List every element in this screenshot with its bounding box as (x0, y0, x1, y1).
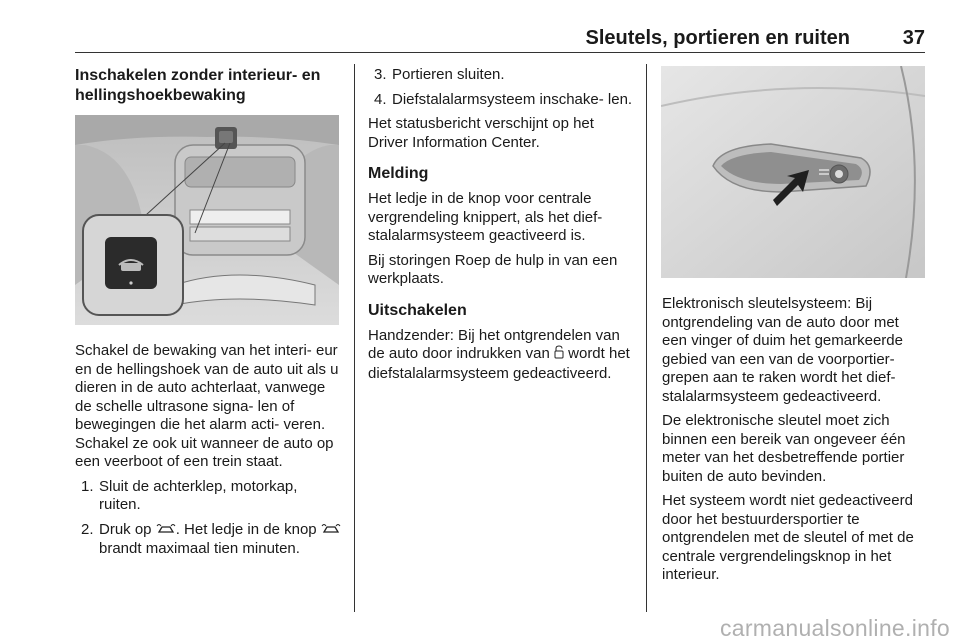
watermark: carmanualsonline.info (719, 615, 950, 641)
list-number: 2. (81, 520, 94, 538)
list-text: Diefstalalarmsysteem inschake- len. (392, 90, 633, 108)
page-header (75, 27, 925, 51)
figure-overhead-console (75, 115, 339, 325)
column-1 (75, 66, 343, 106)
paragraph-elektronisch-3: Het systeem wordt niet gedeactiveerd door het bestuurdersportier te ontgrendelen met de sleutel of met de centrale vergrendelingsknop in het interieur. (662, 492, 914, 583)
list-item (75, 478, 343, 515)
list-number: 4. (374, 90, 387, 108)
paragraph-bewaking: Schakel de bewaking van het interi- eur en de hellingshoek van de auto uit als u dieren in de auto achterlaat, vanwege de schelle ultrasone signa- len of bewegingen die het alarm acti- veren. Schakel ze ook uit wanneer de auto op een veerboot of een trein staat. (75, 342, 339, 470)
header-title: Sleutels, portieren en ruiten (585, 27, 850, 49)
list-text: brandt maximaal tien minuten. (99, 540, 300, 557)
car-waves-icon (321, 522, 341, 541)
steps-list-1 (75, 478, 343, 559)
paragraph-elektronisch-2: De elektronische sleutel moet zich binnen een bereik van ongeveer één meter van het desbetreffende portier buiten de auto bevinden. (662, 412, 906, 485)
section-heading-uitschakelen: Uitschakelen (368, 301, 467, 319)
figure-door-handle (661, 66, 925, 278)
column-1-body (75, 342, 343, 565)
column-2 (368, 66, 636, 389)
list-item (368, 66, 636, 85)
steps-list-2 (368, 66, 636, 109)
list-item (75, 521, 343, 559)
header-rule (75, 52, 925, 53)
status-text: Het statusbericht verschijnt op het Driver Information Center. (368, 115, 594, 151)
paragraph-melding-2: Bij storingen Roep de hulp in van een werkplaats. (368, 251, 618, 287)
paragraph-melding-1: Het ledje in de knop voor centrale vergrendeling knippert, als het dief- stalalarmsysteem geactiveerd is. (368, 190, 603, 244)
list-text: Sluit de achterklep, motorkap, ruiten. (99, 477, 298, 513)
paragraph-uitschakelen (368, 327, 636, 384)
page-number: 37 (902, 27, 925, 49)
list-number: 3. (374, 66, 387, 83)
overhead-console-illustration (75, 115, 339, 325)
car-waves-icon (156, 522, 176, 541)
column-divider-2 (646, 64, 647, 612)
list-text: . Het ledje in de knop (175, 520, 317, 538)
uitschakelen-text-b: wordt het diefstalalarmsysteem gedeactiveerd. (368, 345, 630, 382)
list-text: Portieren sluiten. (392, 66, 505, 83)
unlock-icon (554, 345, 564, 365)
uitschakelen-text-a: Handzender: Bij het ontgrendelen van de auto door indrukken van (368, 326, 620, 362)
list-number: 1. (81, 477, 94, 495)
column-divider-1 (354, 64, 355, 612)
door-handle-illustration (661, 66, 925, 278)
column-3 (662, 295, 928, 591)
paragraph-elektronisch-1: Elektronisch sleutelsysteem: Bij ontgrendeling van de auto door met een vinger of duim het gemarkeerde gebied van een van de voorportier- grepen aan te raken wordt het dief- stalalarmsysteem gedeactiveerd. (662, 295, 903, 405)
section-heading-inschakelen: Inschakelen zonder interieur- en hellingshoekbewaking (75, 67, 321, 104)
list-item (368, 91, 636, 110)
section-heading-melding: Melding (368, 165, 429, 182)
list-text: Druk op (99, 520, 152, 538)
